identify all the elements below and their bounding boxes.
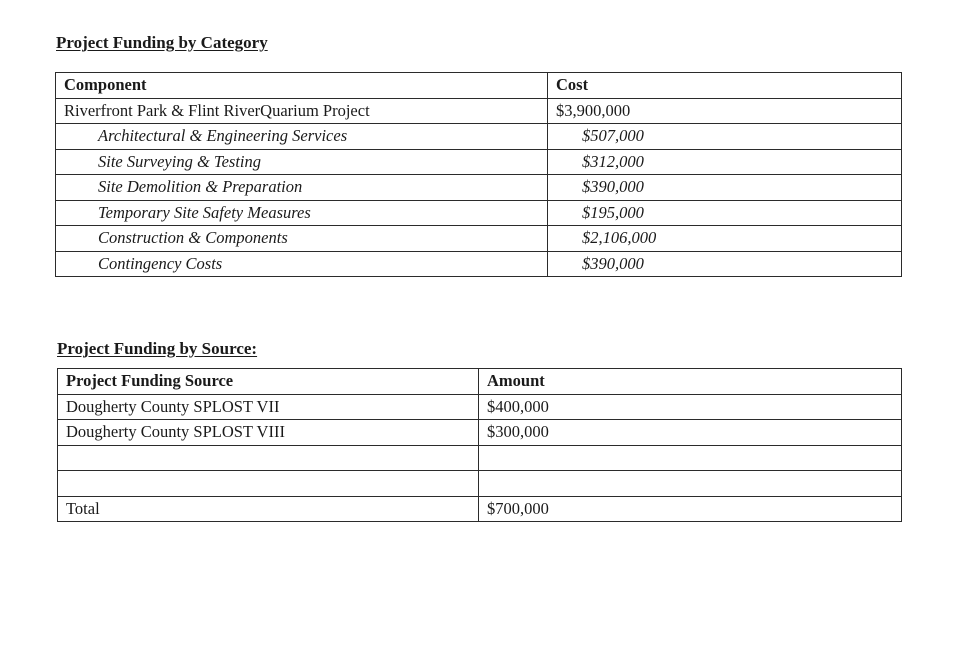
table-row xyxy=(56,149,902,175)
sub-component-cell: Construction & Components xyxy=(56,226,548,252)
sub-cost-cell: $2,106,000 xyxy=(548,226,902,252)
source-section-title: Project Funding by Source: xyxy=(57,339,258,358)
amount-cell xyxy=(479,445,902,471)
amount-cell: $400,000 xyxy=(479,394,902,420)
table-header-row xyxy=(56,73,902,99)
table-header-row xyxy=(58,369,902,395)
table-row xyxy=(58,394,902,420)
source-cell xyxy=(58,471,479,497)
funding-by-source-table xyxy=(57,368,902,522)
amount-cell xyxy=(479,471,902,497)
table-row xyxy=(56,124,902,150)
source-cell: Dougherty County SPLOST VIII xyxy=(58,420,479,446)
column-header-component: Component xyxy=(56,73,548,99)
main-component-cell: Riverfront Park & Flint RiverQuarium Project xyxy=(56,98,548,124)
table-row xyxy=(58,420,902,446)
column-header-amount: Amount xyxy=(479,369,902,395)
sub-component-cell: Site Surveying & Testing xyxy=(56,149,548,175)
table-row xyxy=(56,200,902,226)
main-cost-cell: $3,900,000 xyxy=(548,98,902,124)
table-row-empty xyxy=(58,445,902,471)
category-section-title: Project Funding by Category xyxy=(56,33,268,52)
source-cell xyxy=(58,445,479,471)
sub-component-cell: Architectural & Engineering Services xyxy=(56,124,548,150)
table-row xyxy=(56,175,902,201)
table-row-empty xyxy=(58,471,902,497)
sub-cost-cell: $312,000 xyxy=(548,149,902,175)
total-row xyxy=(58,496,902,522)
column-header-cost: Cost xyxy=(548,73,902,99)
sub-component-cell: Site Demolition & Preparation xyxy=(56,175,548,201)
sub-cost-cell: $507,000 xyxy=(548,124,902,150)
amount-cell: $300,000 xyxy=(479,420,902,446)
column-header-source: Project Funding Source xyxy=(58,369,479,395)
sub-cost-cell: $390,000 xyxy=(548,175,902,201)
total-label: Total xyxy=(58,496,479,522)
table-row xyxy=(56,98,902,124)
table-row xyxy=(56,251,902,277)
sub-cost-cell: $195,000 xyxy=(548,200,902,226)
table-row xyxy=(56,226,902,252)
total-amount: $700,000 xyxy=(479,496,902,522)
source-cell: Dougherty County SPLOST VII xyxy=(58,394,479,420)
sub-component-cell: Temporary Site Safety Measures xyxy=(56,200,548,226)
funding-by-category-table xyxy=(55,72,902,277)
sub-component-cell: Contingency Costs xyxy=(56,251,548,277)
sub-cost-cell: $390,000 xyxy=(548,251,902,277)
